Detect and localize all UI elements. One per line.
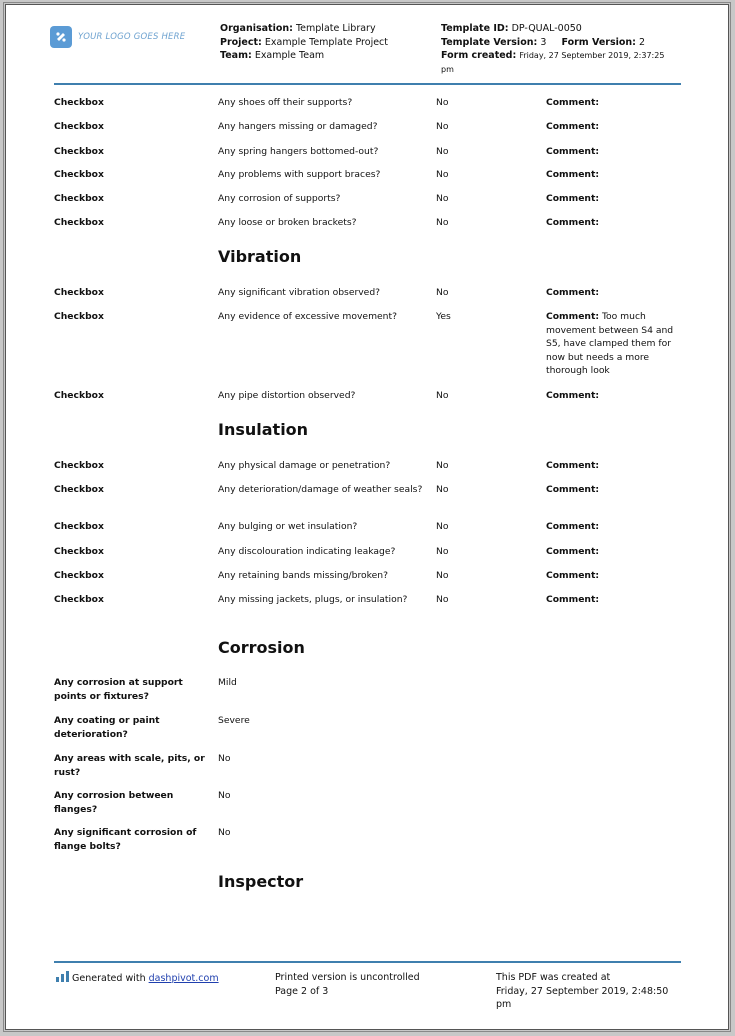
row-answer: No bbox=[436, 390, 449, 401]
comment-label: Comment: bbox=[546, 521, 600, 532]
logo-mark-icon bbox=[50, 26, 72, 48]
project-value: Example Template Project bbox=[264, 36, 388, 48]
form-created-value: Friday, 27 September 2019, 2:37:25 bbox=[519, 51, 665, 60]
row-answer: No bbox=[218, 827, 231, 838]
row-label: Checkbox bbox=[54, 217, 104, 228]
pdf-created-line2: Friday, 27 September 2019, 2:48:50 bbox=[496, 985, 669, 997]
comment-label: Comment: bbox=[546, 460, 600, 471]
comment-label: Comment: bbox=[546, 121, 600, 132]
printed-notice: Printed version is uncontrolled bbox=[275, 972, 420, 983]
comment-label: Comment: bbox=[546, 287, 600, 298]
comment-label: Comment: bbox=[546, 390, 600, 401]
comment-text: Too much movement between S4 and S5, have clamped them for now but needs a more thorough look bbox=[546, 311, 674, 377]
row-label: Checkbox bbox=[54, 594, 104, 605]
template-version-value: 3 bbox=[540, 36, 547, 48]
row-answer: No bbox=[436, 146, 449, 157]
comment-label: Comment: bbox=[546, 97, 600, 108]
row-question: Any corrosion at support points or fixtures? bbox=[54, 677, 183, 702]
comment-label: Comment: bbox=[546, 570, 600, 581]
footer-pdf-created bbox=[496, 971, 668, 1012]
row-question: Any spring hangers bottomed-out? bbox=[218, 146, 379, 157]
row-question: Any missing jackets, plugs, or insulation? bbox=[218, 594, 408, 605]
row-answer: No bbox=[436, 287, 449, 298]
project-label: Project: bbox=[220, 36, 262, 48]
bar-chart-icon bbox=[56, 971, 69, 982]
row-question: Any evidence of excessive movement? bbox=[218, 311, 397, 322]
row-answer: Yes bbox=[436, 311, 451, 322]
comment-label: Comment: bbox=[546, 546, 600, 557]
section-title-insulation: Insulation bbox=[218, 420, 309, 439]
form-version-label: Form Version: bbox=[561, 36, 636, 48]
pdf-created-line1: This PDF was created at bbox=[496, 972, 611, 983]
row-question: Any significant corrosion of flange bolts? bbox=[54, 827, 197, 852]
row-answer: No bbox=[436, 570, 449, 581]
section-title-inspector: Inspector bbox=[218, 872, 304, 891]
header-template-block bbox=[441, 22, 686, 76]
organisation-value: Template Library bbox=[295, 23, 376, 34]
row-label: Checkbox bbox=[54, 121, 104, 132]
row-label: Checkbox bbox=[54, 146, 104, 157]
row-label: Checkbox bbox=[54, 311, 104, 322]
row-question: Any discolouration indicating leakage? bbox=[218, 546, 396, 557]
comment-label: Comment: bbox=[546, 484, 600, 495]
row-answer: No bbox=[218, 790, 231, 801]
row-question: Any corrosion of supports? bbox=[218, 193, 341, 204]
row-label: Checkbox bbox=[54, 390, 104, 401]
row-answer: No bbox=[436, 546, 449, 557]
row-label: Checkbox bbox=[54, 193, 104, 204]
row-answer: No bbox=[436, 594, 449, 605]
team-value: Example Team bbox=[254, 50, 325, 61]
comment-label: Comment: bbox=[546, 169, 600, 180]
row-question: Any corrosion between flanges? bbox=[54, 790, 174, 815]
template-id-label: Template ID: bbox=[441, 23, 509, 34]
footer-rule bbox=[54, 961, 681, 963]
logo-text: YOUR LOGO GOES HERE bbox=[78, 32, 186, 42]
form-created-value-cont: pm bbox=[441, 64, 454, 74]
page-number: Page 2 of 3 bbox=[275, 985, 329, 997]
row-answer: Severe bbox=[218, 715, 250, 726]
row-answer: No bbox=[218, 753, 231, 764]
row-answer: No bbox=[436, 521, 449, 532]
footer-generated bbox=[56, 971, 219, 986]
generated-prefix: Generated with bbox=[72, 973, 149, 984]
section-title-vibration: Vibration bbox=[218, 247, 302, 266]
row-question: Any loose or broken brackets? bbox=[218, 217, 357, 228]
row-answer: No bbox=[436, 193, 449, 204]
template-version-label: Template Version: bbox=[441, 36, 538, 48]
row-answer: No bbox=[436, 460, 449, 471]
dashpivot-link[interactable]: dashpivot.com bbox=[148, 973, 219, 984]
row-label: Checkbox bbox=[54, 546, 104, 557]
row-label: Checkbox bbox=[54, 287, 104, 298]
team-label: Team: bbox=[220, 50, 252, 61]
footer-printed bbox=[275, 971, 420, 998]
row-label: Checkbox bbox=[54, 460, 104, 471]
row-question: Any bulging or wet insulation? bbox=[218, 521, 358, 532]
row-question: Any deterioration/damage of weather seals? bbox=[218, 484, 423, 495]
page-header bbox=[50, 22, 681, 82]
row-answer: No bbox=[436, 121, 449, 132]
row-question: Any pipe distortion observed? bbox=[218, 390, 356, 401]
pdf-created-line3: pm bbox=[496, 999, 512, 1010]
row-label: Checkbox bbox=[54, 570, 104, 581]
row-answer: No bbox=[436, 484, 449, 495]
header-rule bbox=[54, 83, 681, 85]
row-label: Checkbox bbox=[54, 484, 104, 495]
row-question: Any shoes off their supports? bbox=[218, 97, 353, 108]
comment-label: Comment: bbox=[546, 217, 600, 228]
row-answer: Mild bbox=[218, 677, 237, 688]
row-question: Any physical damage or penetration? bbox=[218, 460, 391, 471]
row-answer: No bbox=[436, 217, 449, 228]
row-label: Checkbox bbox=[54, 97, 104, 108]
row-answer: No bbox=[436, 169, 449, 180]
section-title-corrosion: Corrosion bbox=[218, 638, 305, 657]
organisation-label: Organisation: bbox=[220, 23, 293, 34]
form-created-label: Form created: bbox=[441, 50, 517, 61]
row-label: Checkbox bbox=[54, 169, 104, 180]
company-logo bbox=[50, 24, 200, 50]
comment-label: Comment: bbox=[546, 594, 600, 605]
form-version-value: 2 bbox=[638, 36, 646, 48]
template-id-value: DP-QUAL-0050 bbox=[511, 23, 582, 34]
header-org-block bbox=[220, 22, 388, 63]
row-question: Any areas with scale, pits, or rust? bbox=[54, 753, 205, 778]
row-question: Any retaining bands missing/broken? bbox=[218, 570, 389, 581]
comment-label: Comment: bbox=[546, 193, 600, 204]
row-question: Any problems with support braces? bbox=[218, 169, 381, 180]
row-question: Any significant vibration observed? bbox=[218, 287, 381, 298]
comment-label: Comment: bbox=[546, 146, 600, 157]
row-question: Any hangers missing or damaged? bbox=[218, 121, 378, 132]
row-label: Checkbox bbox=[54, 521, 104, 532]
comment-label: Comment: bbox=[546, 311, 600, 322]
row-question: Any coating or paint deterioration? bbox=[54, 715, 160, 740]
row-answer: No bbox=[436, 97, 449, 108]
